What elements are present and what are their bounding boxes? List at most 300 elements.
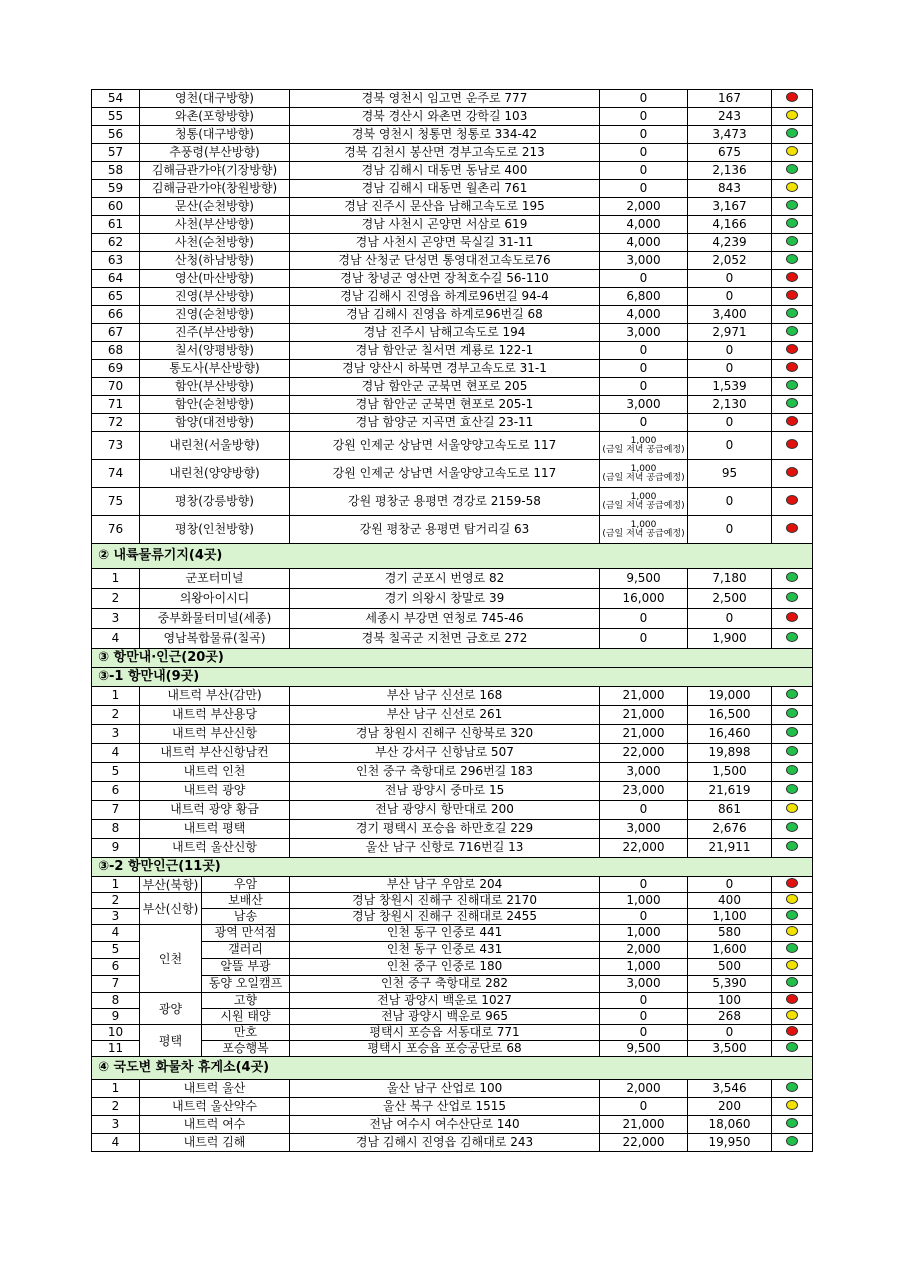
station-address: 전남 광양시 중마로 15: [290, 782, 600, 801]
stock-value: 0: [688, 342, 772, 360]
status-green-icon: [786, 910, 798, 920]
section-header-national-road: [92, 1057, 813, 1080]
station-address: 경남 함양군 지곡면 효산길 23-11: [290, 414, 600, 432]
status-cell: [772, 744, 813, 763]
row-number: 11: [92, 1041, 140, 1057]
station-name: 산청(하남방향): [140, 252, 290, 270]
status-green-icon: [786, 727, 798, 737]
station-name: 내린천(양양방향): [140, 460, 290, 488]
status-yellow-icon: [786, 182, 798, 192]
station-address: 부산 남구 신선로 261: [290, 706, 600, 725]
row-number: 71: [92, 396, 140, 414]
station-address: 경기 의왕시 창말로 39: [290, 589, 600, 609]
table-row: [92, 108, 813, 126]
status-red-icon: [786, 416, 798, 426]
capacity-note: (금일 저녁 공급예정): [602, 472, 685, 483]
section-header-port-nearby: [92, 858, 813, 877]
station-name: 영산(마산방향): [140, 270, 290, 288]
station-name: 내트럭 평택: [140, 820, 290, 839]
table-row: [92, 589, 813, 609]
row-number: 57: [92, 144, 140, 162]
capacity-value: 6,800: [600, 288, 688, 306]
capacity-value: 0: [600, 162, 688, 180]
station-name: 내트럭 부산신항: [140, 725, 290, 744]
station-address: 경남 창원시 진해구 진해대로 2170: [290, 893, 600, 909]
station-name: 함양(대전방향): [140, 414, 290, 432]
stock-value: 4,239: [688, 234, 772, 252]
row-number: 1: [92, 877, 140, 893]
station-address: 경남 김해시 대동면 월촌리 761: [290, 180, 600, 198]
table-row: [92, 360, 813, 378]
stock-value: 19,000: [688, 687, 772, 706]
capacity-note: (금일 저녁 공급예정): [602, 500, 685, 511]
status-cell: [772, 1041, 813, 1057]
status-cell: [772, 252, 813, 270]
station-name: 고향: [140, 993, 290, 1009]
table-row: [92, 180, 813, 198]
status-cell: [772, 1134, 813, 1152]
station-name: 평창(인천방향): [140, 516, 290, 544]
station-address: 경남 김해시 대동면 동남로 400: [290, 162, 600, 180]
status-cell: [772, 270, 813, 288]
table-row: [92, 198, 813, 216]
station-name: 만호: [140, 1025, 290, 1041]
stock-value: 3,400: [688, 306, 772, 324]
status-cell: [772, 569, 813, 589]
status-red-icon: [786, 994, 798, 1004]
capacity-value: 0: [600, 1098, 688, 1116]
row-number: 60: [92, 198, 140, 216]
station-address: 평택시 포승읍 포승공단로 68: [290, 1041, 600, 1057]
station-name: 추풍령(부산방향): [140, 144, 290, 162]
capacity-value: 3,000: [600, 324, 688, 342]
capacity-value: 21,000: [600, 725, 688, 744]
station-address: 경남 사천시 곤양면 서삼로 619: [290, 216, 600, 234]
stock-value: 2,136: [688, 162, 772, 180]
station-address: 경남 창원시 진해구 진해대로 2455: [290, 909, 600, 925]
row-number: 62: [92, 234, 140, 252]
station-address: 인천 동구 인중로 431: [290, 942, 600, 959]
capacity-value: 1,000: [630, 491, 657, 502]
stock-value: 861: [688, 801, 772, 820]
table-row: [92, 725, 813, 744]
status-red-icon: [786, 92, 798, 102]
status-cell: [772, 198, 813, 216]
stock-value: 2,130: [688, 396, 772, 414]
capacity-value: 0: [600, 144, 688, 162]
status-green-icon: [786, 841, 798, 851]
stock-value: 1,500: [688, 763, 772, 782]
station-address: 경북 경산시 와촌면 강학길 103: [290, 108, 600, 126]
capacity-value: 3,000: [600, 763, 688, 782]
table-row: [92, 609, 813, 629]
section-header-port-inside: [92, 668, 813, 687]
row-number: 64: [92, 270, 140, 288]
status-cell: [772, 782, 813, 801]
capacity-value: 0: [600, 1009, 688, 1025]
table-row: [92, 162, 813, 180]
station-address: 부산 강서구 신항남로 507: [290, 744, 600, 763]
station-address: 강원 인제군 상남면 서울양양고속도로 117: [290, 432, 600, 460]
capacity-value: 22,000: [600, 1134, 688, 1152]
status-green-icon: [786, 1118, 798, 1128]
table-row: [92, 216, 813, 234]
capacity-value: 0: [600, 909, 688, 925]
status-cell: [772, 609, 813, 629]
station-name: 영남복합물류(칠곡): [140, 629, 290, 649]
row-number: 2: [92, 893, 140, 909]
row-number: 63: [92, 252, 140, 270]
status-cell: [772, 488, 813, 516]
capacity-value: 1,000: [600, 959, 688, 976]
region-group: 부산(신항): [140, 893, 202, 925]
station-name: 함안(부산방향): [140, 378, 290, 396]
status-red-icon: [786, 290, 798, 300]
status-red-icon: [786, 467, 798, 477]
row-number: 75: [92, 488, 140, 516]
stock-value: 2,500: [688, 589, 772, 609]
status-cell: [772, 108, 813, 126]
row-number: 6: [92, 959, 140, 976]
row-number: 61: [92, 216, 140, 234]
stock-value: 0: [688, 360, 772, 378]
capacity-value: 3,000: [600, 820, 688, 839]
row-number: 67: [92, 324, 140, 342]
station-name: 청통(대구방향): [140, 126, 290, 144]
station-address: 경기 군포시 번영로 82: [290, 569, 600, 589]
stock-value: 3,546: [688, 1080, 772, 1098]
stock-value: 16,460: [688, 725, 772, 744]
table-row: [92, 629, 813, 649]
stock-value: 0: [688, 288, 772, 306]
status-red-icon: [786, 439, 798, 449]
station-address: 경남 김해시 진영읍 하계로96번길 68: [290, 306, 600, 324]
table-row: [92, 460, 813, 488]
station-name: 의왕아이시디: [140, 589, 290, 609]
section-title: ④ 국도변 화물차 휴게소(4곳): [92, 1057, 813, 1080]
status-cell: [772, 216, 813, 234]
station-name: 내트럭 부산용당: [140, 706, 290, 725]
stock-value: 100: [688, 993, 772, 1009]
station-address: 강원 평창군 용평면 탐거리길 63: [290, 516, 600, 544]
station-address: 강원 평창군 용평면 경강로 2159-58: [290, 488, 600, 516]
table-row: [92, 1080, 813, 1098]
status-cell: [772, 725, 813, 744]
capacity-value: 23,000: [600, 782, 688, 801]
station-name: 시원 태양: [140, 1009, 290, 1025]
status-cell: [772, 589, 813, 609]
row-number: 8: [92, 820, 140, 839]
capacity-value: 4,000: [600, 306, 688, 324]
station-address: 경북 칠곡군 지천면 금호로 272: [290, 629, 600, 649]
status-red-icon: [786, 878, 798, 888]
table-row: [92, 414, 813, 432]
stock-value: 843: [688, 180, 772, 198]
station-address: 평택시 포승읍 서동대로 771: [290, 1025, 600, 1041]
station-name: 남송: [140, 909, 290, 925]
section-title: ② 내륙물류기지(4곳): [92, 544, 813, 569]
row-number: 2: [92, 1098, 140, 1116]
stock-value: 19,950: [688, 1134, 772, 1152]
status-green-icon: [786, 822, 798, 832]
station-name: 포승행복: [140, 1041, 290, 1057]
station-name: 동양 오일캠프: [140, 976, 290, 993]
table-row: [92, 687, 813, 706]
status-red-icon: [786, 612, 798, 622]
station-address: 전남 여수시 여수산단로 140: [290, 1116, 600, 1134]
status-green-icon: [786, 254, 798, 264]
capacity-value: 4,000: [600, 234, 688, 252]
capacity-value: 22,000: [600, 744, 688, 763]
capacity-value: 1,000: [600, 893, 688, 909]
status-green-icon: [786, 689, 798, 699]
station-name: 중부화물터미널(세종): [140, 609, 290, 629]
status-yellow-icon: [786, 146, 798, 156]
status-yellow-icon: [786, 926, 798, 936]
stock-value: 2,676: [688, 820, 772, 839]
table-row: [92, 1134, 813, 1152]
stock-value: 0: [688, 270, 772, 288]
table-row: [92, 744, 813, 763]
capacity-value: 0: [600, 993, 688, 1009]
row-number: 1: [92, 687, 140, 706]
status-green-icon: [786, 128, 798, 138]
table-row: [92, 569, 813, 589]
row-number: 59: [92, 180, 140, 198]
station-name: 내트럭 인천: [140, 763, 290, 782]
capacity-value: 0: [600, 801, 688, 820]
stock-value: 21,911: [688, 839, 772, 858]
capacity-value: 2,000: [600, 198, 688, 216]
station-address: 세종시 부강면 연청로 745-46: [290, 609, 600, 629]
table-row: [92, 516, 813, 544]
status-cell: [772, 1098, 813, 1116]
station-address: 인천 중구 인중로 180: [290, 959, 600, 976]
capacity-note: (금일 저녁 공급예정): [602, 444, 685, 455]
row-number: 73: [92, 432, 140, 460]
station-name: 문산(순천방향): [140, 198, 290, 216]
station-name: 내트럭 광양 황금: [140, 801, 290, 820]
table-row: [92, 90, 813, 108]
stock-value: 580: [688, 925, 772, 942]
stock-value: 243: [688, 108, 772, 126]
station-name: 칠서(양평방향): [140, 342, 290, 360]
station-name: 내트럭 부산(감만): [140, 687, 290, 706]
table-row: [92, 763, 813, 782]
status-cell: [772, 893, 813, 909]
status-cell: [772, 909, 813, 925]
station-address: 강원 인제군 상남면 서울양양고속도로 117: [290, 460, 600, 488]
station-address: 전남 광양시 항만대로 200: [290, 801, 600, 820]
capacity-value: 3,000: [600, 396, 688, 414]
capacity-value: 0: [600, 270, 688, 288]
stock-value: 4,166: [688, 216, 772, 234]
table-row: [92, 270, 813, 288]
station-address: 경남 김해시 진영읍 하계로96번길 94-4: [290, 288, 600, 306]
station-address: 전남 광양시 백운로 965: [290, 1009, 600, 1025]
stock-value: 0: [688, 432, 772, 460]
urea-stock-table: [91, 89, 812, 1152]
table-row: [92, 782, 813, 801]
capacity-value: [600, 432, 688, 460]
stock-value: 0: [688, 877, 772, 893]
capacity-value: 1,000: [630, 463, 657, 474]
station-name: 광역 만석점: [140, 925, 290, 942]
table-row: [92, 342, 813, 360]
row-number: 1: [92, 1080, 140, 1098]
status-yellow-icon: [786, 894, 798, 904]
region-group: 부산(북항): [140, 877, 202, 893]
status-green-icon: [786, 1082, 798, 1092]
row-number: 70: [92, 378, 140, 396]
capacity-value: [600, 488, 688, 516]
station-address: 경북 영천시 청통면 청통로 334-42: [290, 126, 600, 144]
row-number: 5: [92, 763, 140, 782]
status-green-icon: [786, 943, 798, 953]
capacity-value: 9,500: [600, 569, 688, 589]
status-green-icon: [786, 308, 798, 318]
row-number: 1: [92, 569, 140, 589]
status-cell: [772, 1080, 813, 1098]
stock-value: 16,500: [688, 706, 772, 725]
table-row: [92, 306, 813, 324]
status-red-icon: [786, 523, 798, 533]
row-number: 10: [92, 1025, 140, 1041]
table-row: [92, 1098, 813, 1116]
table-row: [92, 801, 813, 820]
table-row: [92, 378, 813, 396]
status-cell: [772, 763, 813, 782]
row-number: 74: [92, 460, 140, 488]
stock-value: 0: [688, 609, 772, 629]
stock-value: 268: [688, 1009, 772, 1025]
status-green-icon: [786, 164, 798, 174]
station-address: 경기 평택시 포승읍 하만호길 229: [290, 820, 600, 839]
status-green-icon: [786, 746, 798, 756]
status-red-icon: [786, 344, 798, 354]
row-number: 55: [92, 108, 140, 126]
table-row: [92, 234, 813, 252]
station-name: 김해금관가야(기장방향): [140, 162, 290, 180]
table-row: [92, 820, 813, 839]
status-green-icon: [786, 1042, 798, 1052]
status-green-icon: [786, 977, 798, 987]
station-address: 경남 창원시 진해구 신항북로 320: [290, 725, 600, 744]
status-yellow-icon: [786, 110, 798, 120]
status-cell: [772, 360, 813, 378]
stock-value: 1,600: [688, 942, 772, 959]
status-green-icon: [786, 218, 798, 228]
stock-value: 18,060: [688, 1116, 772, 1134]
status-cell: [772, 162, 813, 180]
row-number: 7: [92, 976, 140, 993]
capacity-value: 16,000: [600, 589, 688, 609]
capacity-value: 21,000: [600, 706, 688, 725]
station-name: 평창(강릉방향): [140, 488, 290, 516]
station-name: 우암: [140, 877, 290, 893]
capacity-value: 0: [600, 378, 688, 396]
station-name: 함안(순천방향): [140, 396, 290, 414]
status-cell: [772, 234, 813, 252]
status-cell: [772, 976, 813, 993]
table-row: [92, 706, 813, 725]
status-red-icon: [786, 272, 798, 282]
table-row: [92, 252, 813, 270]
capacity-value: 3,000: [600, 976, 688, 993]
station-address: 인천 동구 인중로 441: [290, 925, 600, 942]
status-cell: [772, 126, 813, 144]
capacity-value: 1,000: [630, 435, 657, 446]
row-number: 72: [92, 414, 140, 432]
station-name: 내트럭 울산약수: [140, 1098, 290, 1116]
station-address: 부산 남구 우암로 204: [290, 877, 600, 893]
row-number: 3: [92, 909, 140, 925]
station-address: 경남 사천시 곤양면 묵실길 31-11: [290, 234, 600, 252]
status-green-icon: [786, 572, 798, 582]
table-row: [92, 432, 813, 460]
status-cell: [772, 942, 813, 959]
table-row: [92, 1116, 813, 1134]
status-green-icon: [786, 632, 798, 642]
row-number: 8: [92, 993, 140, 1009]
row-number: 4: [92, 1134, 140, 1152]
status-green-icon: [786, 765, 798, 775]
status-cell: [772, 144, 813, 162]
row-number: 2: [92, 589, 140, 609]
stock-value: 0: [688, 1025, 772, 1041]
station-name: 보배산: [140, 893, 290, 909]
row-number: 3: [92, 609, 140, 629]
station-name: 김해금관가야(창원방향): [140, 180, 290, 198]
status-cell: [772, 516, 813, 544]
status-cell: [772, 180, 813, 198]
status-cell: [772, 342, 813, 360]
capacity-value: 0: [600, 414, 688, 432]
section-title: ③-2 항만인근(11곳): [92, 858, 813, 877]
status-green-icon: [786, 708, 798, 718]
status-cell: [772, 288, 813, 306]
row-number: 9: [92, 1009, 140, 1025]
table-row: [92, 144, 813, 162]
station-name: 내트럭 울산신항: [140, 839, 290, 858]
status-cell: [772, 959, 813, 976]
status-cell: [772, 460, 813, 488]
region-group: 광양: [140, 993, 202, 1025]
stock-value: 95: [688, 460, 772, 488]
row-number: 9: [92, 839, 140, 858]
station-name: 진영(순천방향): [140, 306, 290, 324]
row-number: 2: [92, 706, 140, 725]
status-cell: [772, 687, 813, 706]
table-row: [92, 126, 813, 144]
capacity-value: 0: [600, 108, 688, 126]
station-address: 울산 남구 산업로 100: [290, 1080, 600, 1098]
table-row: [92, 324, 813, 342]
section-header-inland: [92, 544, 813, 569]
capacity-value: 4,000: [600, 216, 688, 234]
capacity-value: [600, 460, 688, 488]
capacity-value: 0: [600, 360, 688, 378]
stock-value: 167: [688, 90, 772, 108]
stock-value: 19,898: [688, 744, 772, 763]
station-address: 울산 남구 신항로 716번길 13: [290, 839, 600, 858]
station-name: 사천(순천방향): [140, 234, 290, 252]
capacity-value: 21,000: [600, 1116, 688, 1134]
region-group: 인천: [140, 925, 202, 993]
status-cell: [772, 378, 813, 396]
station-address: 울산 북구 산업로 1515: [290, 1098, 600, 1116]
station-name: 내트럭 울산: [140, 1080, 290, 1098]
